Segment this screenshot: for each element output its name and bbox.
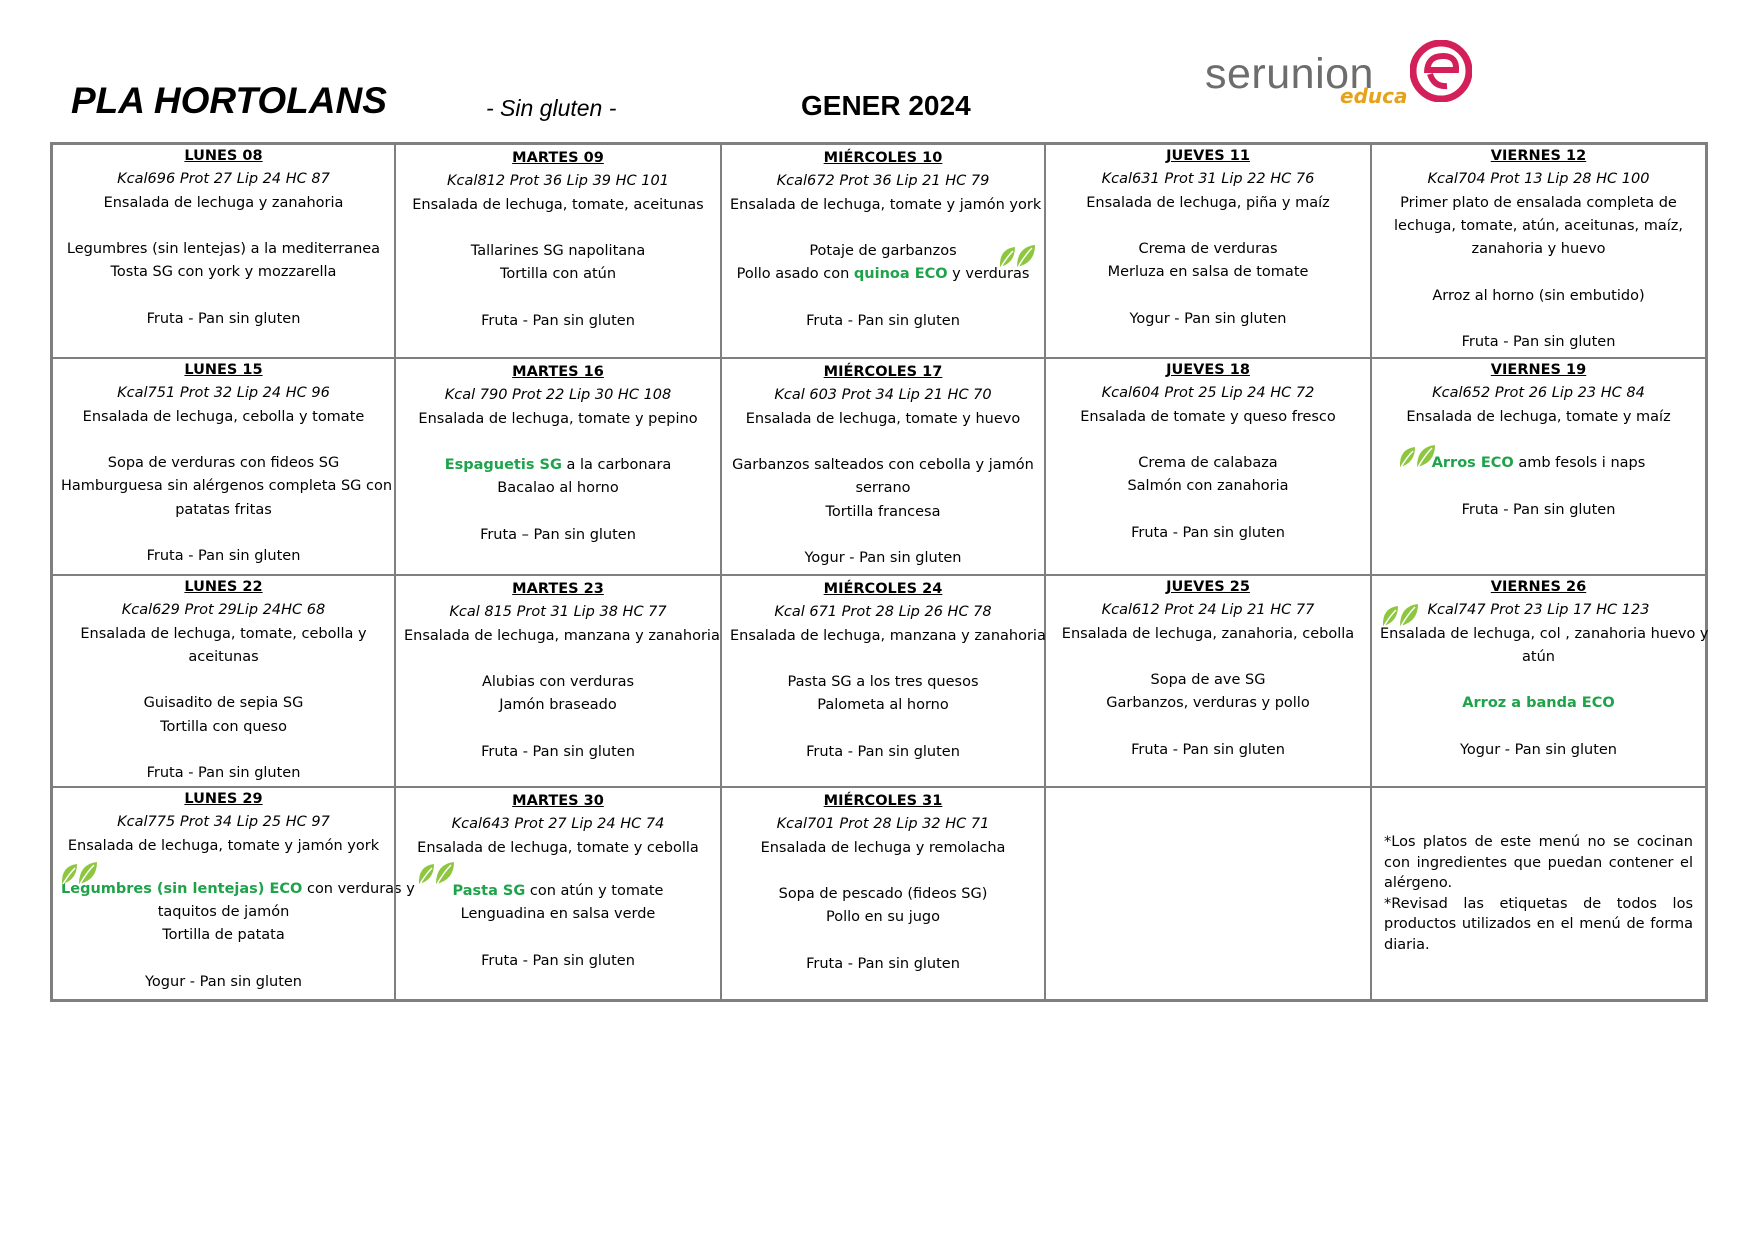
day-heading: VIERNES 12: [1490, 148, 1587, 164]
logo-swirl-icon: [1410, 40, 1472, 102]
menu-line: Ensalada de lechuga y remolacha: [760, 839, 1006, 856]
nutrition-info: Kcal612 Prot 24 Lip 21 HC 77: [1101, 602, 1315, 619]
nutrition-info: Kcal604 Prot 25 Lip 24 HC 72: [1101, 385, 1315, 402]
menu-line: Jamón braseado: [499, 697, 617, 714]
menu-line: atún: [1522, 648, 1555, 665]
day-heading: LUNES 29: [184, 791, 263, 807]
serunion-logo: [1205, 40, 1475, 120]
menu-line: Fruta - Pan sin gluten: [146, 765, 301, 782]
menu-line: Ensalada de lechuga, tomate y jamón york: [67, 837, 380, 854]
menu-line: patatas fritas: [175, 501, 272, 518]
eco-item: Pasta SG: [452, 882, 526, 899]
eco-item: Arros ECO: [1431, 455, 1514, 472]
menu-line: Tallarines SG napolitana: [470, 243, 646, 260]
menu-line: Garbanzos salteados con cebolla y jamón: [732, 457, 1034, 474]
menu-line: Legumbres (sin lentejas) a la mediterranea: [66, 241, 381, 258]
menu-line: Palometa al horno: [817, 697, 949, 714]
menu-line: [730, 263, 1036, 286]
menu-line: Alubias con verduras: [481, 674, 635, 691]
day-cell-lunes-15: [52, 358, 395, 575]
day-cell-miercoles-10: [721, 144, 1045, 358]
day-cell-miercoles-24: [721, 575, 1045, 787]
day-heading: MARTES 23: [512, 581, 604, 597]
day-heading: MIÉRCOLES 17: [823, 364, 943, 380]
menu-line: Ensalada de lechuga, tomate y huevo: [745, 410, 1021, 427]
menu-text: y verduras: [947, 266, 1030, 283]
menu-line: Pasta SG a los tres quesos: [787, 674, 979, 691]
nutrition-info: Kcal672 Prot 36 Lip 21 HC 79: [776, 173, 990, 190]
day-cell-martes-09: [395, 144, 721, 358]
menu-line: Crema de verduras: [1138, 241, 1278, 258]
day-heading: MARTES 30: [512, 793, 604, 809]
menu-line: Lenguadina en salsa verde: [460, 906, 656, 923]
menu-line: lechuga, tomate, atún, aceitunas, maíz,: [1394, 217, 1683, 234]
menu-line: Potaje de garbanzos: [809, 243, 957, 260]
menu-line: Ensalada de lechuga, tomate y cebolla: [417, 839, 699, 856]
nutrition-info: Kcal812 Prot 36 Lip 39 HC 101: [447, 173, 669, 190]
day-cell-lunes-29: [52, 787, 415, 1000]
menu-line: aceitunas: [188, 648, 259, 665]
allergen-note: [1371, 787, 1706, 1000]
nutrition-info: Kcal696 Prot 27 Lip 24 HC 87: [117, 171, 330, 188]
day-heading: JUEVES 11: [1166, 148, 1250, 164]
menu-line: Garbanzos, verduras y pollo: [1106, 695, 1310, 712]
menu-line: Fruta - Pan sin gluten: [1461, 501, 1616, 518]
menu-line: Fruta - Pan sin gluten: [1131, 525, 1285, 542]
day-cell-viernes-19: [1371, 358, 1706, 575]
menu-line: Ensalada de lechuga, cebolla y tomate: [82, 408, 365, 425]
day-heading: VIERNES 19: [1490, 362, 1587, 378]
nutrition-info: Kcal 815 Prot 31 Lip 38 HC 77: [449, 604, 667, 621]
menu-line: Pollo en su jugo: [825, 909, 940, 926]
nutrition-info: Kcal701 Prot 28 Lip 32 HC 71: [776, 816, 990, 833]
day-cell-jueves-11: [1045, 144, 1371, 358]
menu-line: Merluza en salsa de tomate: [1107, 264, 1309, 281]
nutrition-info: Kcal704 Prot 13 Lip 28 HC 100: [1427, 171, 1650, 188]
note-paragraph: *Revisad las etiquetas de todos los productos utilizados en el menú de forma diaria.: [1384, 895, 1693, 953]
menu-line: Ensalada de lechuga, manzana y zanahoria: [730, 627, 1046, 644]
nutrition-info: Kcal747 Prot 23 Lip 17 HC 123: [1427, 602, 1650, 619]
menu-line: Ensalada de lechuga, tomate, aceitunas: [412, 196, 704, 213]
day-cell-viernes-26: [1371, 575, 1709, 787]
note-paragraph: *Los platos de este menú no se cocinan con ingredientes que puedan contener el alérgeno.: [1384, 834, 1693, 891]
nutrition-info: Kcal 790 Prot 22 Lip 30 HC 108: [444, 387, 672, 404]
day-cell-miercoles-17: [721, 358, 1045, 575]
logo-educa: educa: [1340, 84, 1408, 108]
eco-item: Espaguetis SG: [444, 457, 562, 474]
day-heading: VIERNES 26: [1490, 579, 1587, 595]
day-heading: JUEVES 18: [1166, 362, 1250, 378]
eco-item: Arroz a banda ECO: [1462, 695, 1615, 712]
menu-line: taquitos de jamón: [157, 904, 290, 921]
menu-line: Guisadito de sepia SG: [143, 695, 304, 712]
menu-line: Fruta - Pan sin gluten: [481, 744, 635, 761]
menu-line: Yogur - Pan sin gluten: [1460, 742, 1617, 759]
menu-line: Arroz al horno (sin embutido): [1432, 287, 1645, 304]
menu-line: serrano: [855, 480, 911, 497]
menu-line: Tortilla con queso: [160, 718, 287, 735]
day-cell-martes-23: [395, 575, 721, 787]
menu-line: Yogur - Pan sin gluten: [1129, 311, 1287, 328]
menu-line: Ensalada de tomate y queso fresco: [1080, 408, 1336, 425]
eco-leaf-icon: [1380, 600, 1420, 630]
day-cell-jueves-18: [1045, 358, 1371, 575]
menu-line: Yogur - Pan sin gluten: [145, 974, 302, 991]
nutrition-info: Kcal643 Prot 27 Lip 24 HC 74: [451, 816, 665, 833]
logo-wordmark: serunion: [1205, 50, 1374, 98]
menu-line: Sopa de ave SG: [1150, 672, 1266, 689]
menu-line: Tortilla de patata: [162, 927, 285, 944]
menu-text: amb fesols i naps: [1513, 455, 1646, 472]
day-heading: JUEVES 25: [1166, 579, 1250, 595]
eco-leaf-icon: [1397, 441, 1437, 471]
day-heading: LUNES 08: [184, 148, 263, 164]
empty-cell: [1045, 787, 1371, 1000]
day-heading: MIÉRCOLES 10: [823, 150, 943, 166]
menu-line: Tosta SG con york y mozzarella: [110, 264, 337, 281]
menu-line: Salmón con zanahoria: [1127, 478, 1289, 495]
menu-line: Sopa de pescado (fideos SG): [778, 886, 988, 903]
eco-leaf-icon: [59, 858, 99, 888]
menu-line: [61, 878, 415, 901]
menu-line: Ensalada de lechuga, zanahoria, cebolla: [1061, 625, 1355, 642]
nutrition-info: Kcal751 Prot 32 Lip 24 HC 96: [117, 385, 330, 402]
menu-line: Fruta - Pan sin gluten: [146, 311, 301, 328]
month-label: GENER 2024: [801, 90, 971, 121]
menu-text: con verduras y: [302, 880, 415, 897]
menu-line: Fruta - Pan sin gluten: [806, 956, 960, 973]
menu-line: Ensalada de lechuga y zanahoria: [103, 194, 344, 211]
menu-line: Fruta – Pan sin gluten: [480, 527, 636, 544]
menu-line: zanahoria y huevo: [1471, 241, 1606, 258]
menu-line: Primer plato de ensalada completa de: [1400, 194, 1677, 211]
day-cell-jueves-25: [1045, 575, 1371, 787]
nutrition-info: Kcal 671 Prot 28 Lip 26 HC 78: [774, 604, 992, 621]
menu-line: Fruta - Pan sin gluten: [806, 744, 960, 761]
day-heading: MIÉRCOLES 24: [823, 581, 943, 597]
menu-line: Bacalao al horno: [497, 480, 619, 497]
nutrition-info: Kcal631 Prot 31 Lip 22 HC 76: [1101, 171, 1315, 188]
day-cell-miercoles-31: [721, 787, 1045, 1000]
menu-line: Ensalada de lechuga, tomate y jamón york: [730, 196, 1042, 213]
menu-grid: [50, 142, 1708, 1002]
eco-item: Legumbres (sin lentejas) ECO: [61, 880, 303, 897]
menu-text: con atún y tomate: [525, 882, 664, 899]
menu-line: Fruta - Pan sin gluten: [481, 952, 635, 969]
nutrition-info: Kcal775 Prot 34 Lip 25 HC 97: [117, 814, 330, 831]
menu-line: Fruta - Pan sin gluten: [1131, 742, 1285, 759]
day-cell-viernes-12: [1371, 144, 1706, 358]
eco-item: quinoa ECO: [853, 266, 948, 283]
day-heading: MIÉRCOLES 31: [823, 793, 943, 809]
day-cell-martes-16: [395, 358, 721, 575]
menu-text: a la carbonara: [561, 457, 672, 474]
menu-line: Fruta - Pan sin gluten: [481, 313, 635, 330]
menu-line: Fruta - Pan sin gluten: [1461, 334, 1616, 351]
page-title: PLA HORTOLANS: [71, 80, 387, 121]
nutrition-info: Kcal629 Prot 29Lip 24HC 68: [121, 602, 326, 619]
menu-line: Fruta - Pan sin gluten: [806, 313, 960, 330]
day-cell-lunes-22: [52, 575, 395, 787]
day-heading: MARTES 09: [512, 150, 604, 166]
menu-line: Tortilla con atún: [499, 266, 617, 283]
menu-line: Ensalada de lechuga, tomate y maíz: [1406, 408, 1671, 425]
day-heading: MARTES 16: [512, 364, 604, 380]
menu-line: Ensalada de lechuga, tomate y pepino: [418, 410, 698, 427]
page-subtitle: - Sin gluten -: [486, 95, 617, 121]
nutrition-info: Kcal 603 Prot 34 Lip 21 HC 70: [774, 387, 992, 404]
eco-leaf-icon: [416, 858, 456, 888]
menu-line: Fruta - Pan sin gluten: [146, 548, 301, 565]
menu-line: Crema de calabaza: [1138, 455, 1278, 472]
menu-line: Ensalada de lechuga, col , zanahoria huevo y: [1380, 625, 1709, 642]
menu-line: Tortilla francesa: [825, 503, 941, 520]
menu-text: Pollo asado con: [736, 266, 854, 283]
menu-line: Yogur - Pan sin gluten: [804, 550, 962, 567]
nutrition-info: Kcal652 Prot 26 Lip 23 HC 84: [1432, 385, 1645, 402]
eco-leaf-icon: [997, 241, 1037, 271]
day-cell-lunes-08: [52, 144, 395, 358]
menu-line: Ensalada de lechuga, tomate, cebolla y: [80, 625, 367, 642]
menu-line: Hamburguesa sin alérgenos completa SG con: [61, 478, 393, 495]
menu-line: Ensalada de lechuga, piña y maíz: [1086, 194, 1330, 211]
menu-line: [404, 454, 712, 477]
day-heading: LUNES 15: [184, 362, 263, 378]
menu-line: Ensalada de lechuga, manzana y zanahoria: [404, 627, 720, 644]
day-heading: LUNES 22: [184, 579, 263, 595]
day-cell-martes-30: [395, 787, 721, 1000]
menu-line: Sopa de verduras con fideos SG: [107, 455, 340, 472]
